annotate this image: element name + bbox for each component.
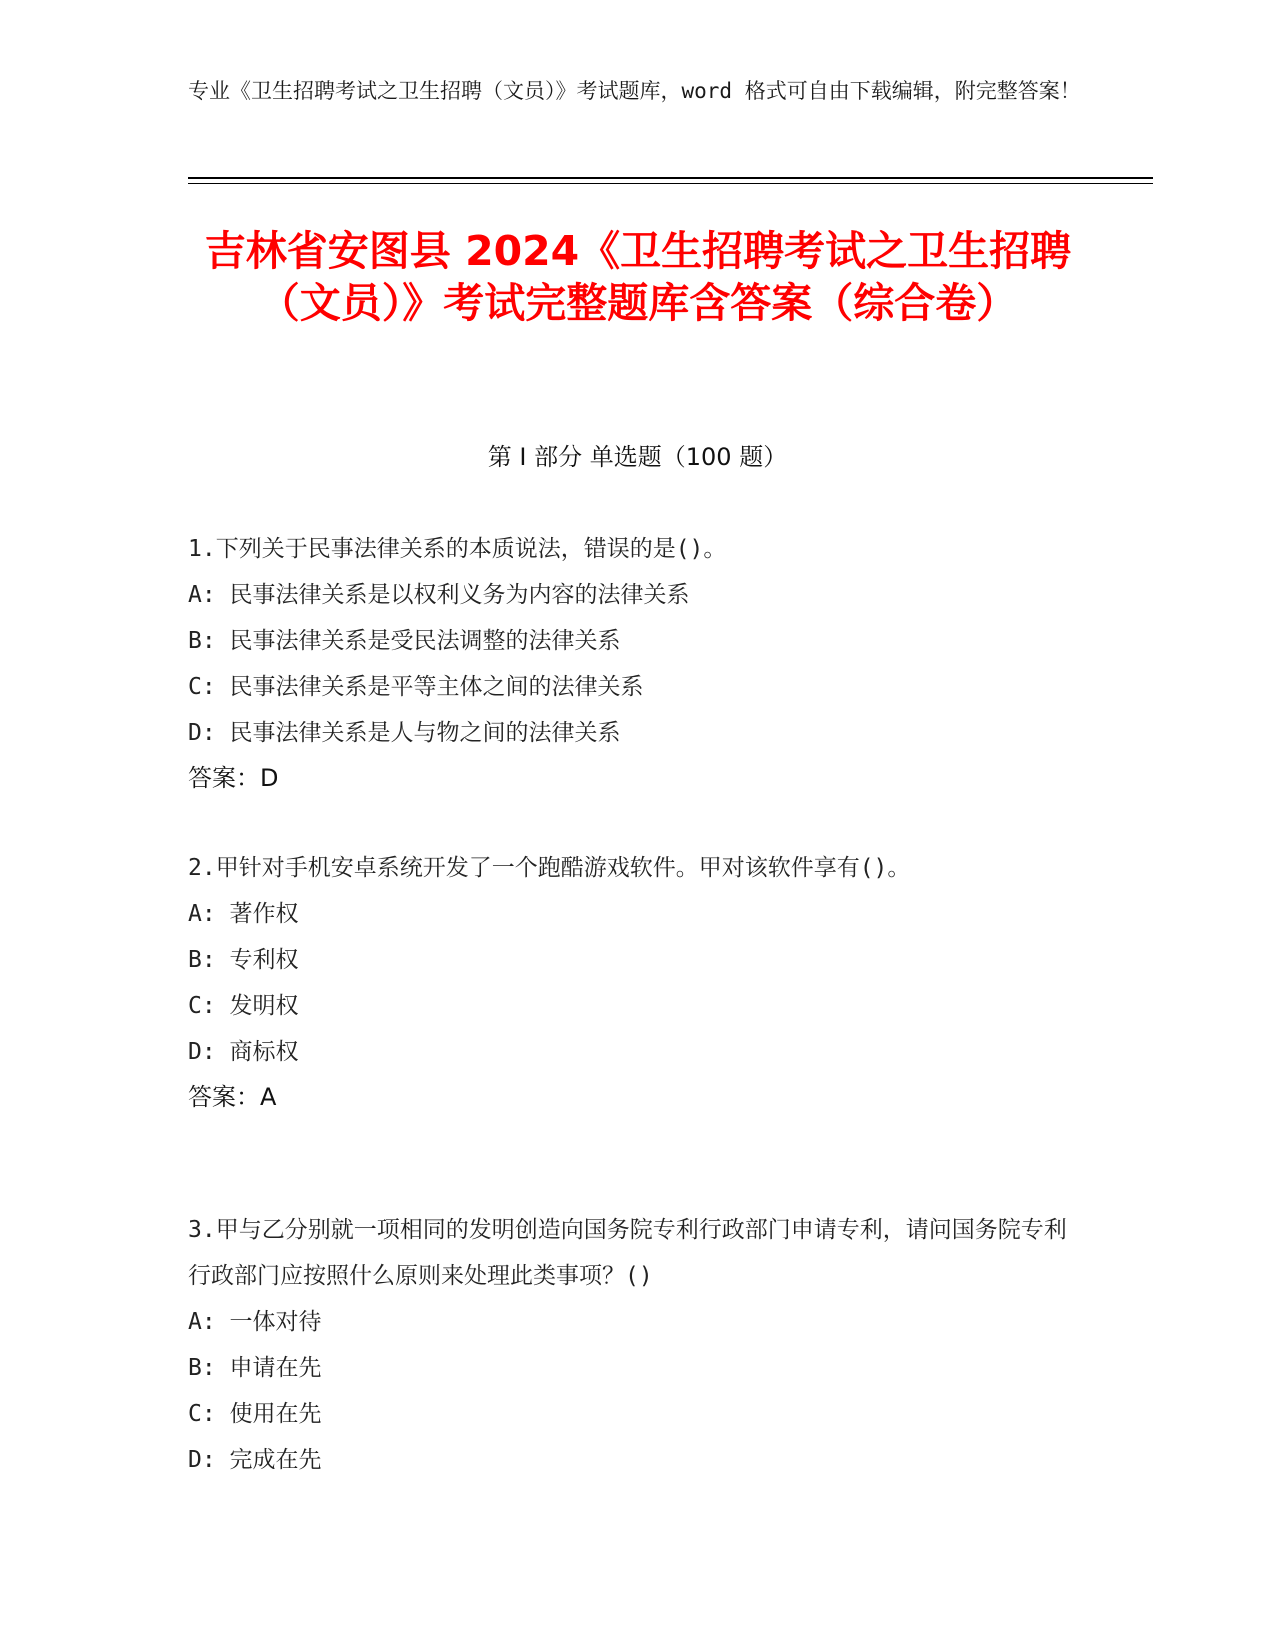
option-c: C: 使用在先: [188, 1401, 322, 1427]
option-d: D: 完成在先: [188, 1447, 322, 1473]
option-a: A: 民事法律关系是以权利义务为内容的法律关系: [188, 582, 690, 608]
answer-line: 答案：A: [188, 1083, 277, 1111]
option-a: A: 一体对待: [188, 1309, 322, 1335]
section-title: 第 I 部分 单选题（100 题）: [487, 443, 788, 471]
question-item: [188, 526, 1068, 800]
option-a: A: 著作权: [188, 901, 299, 927]
answer-line: 答案：D: [188, 764, 279, 792]
option-b: B: 申请在先: [188, 1355, 322, 1381]
option-c: C: 民事法律关系是平等主体之间的法律关系: [188, 674, 644, 700]
option-d: D: 商标权: [188, 1039, 299, 1065]
header-rule-thin: [188, 183, 1153, 184]
question-item: [188, 1207, 1068, 1483]
option-b: B: 专利权: [188, 947, 299, 973]
question-item: [188, 845, 1068, 1119]
question-stem: 1.下列关于民事法律关系的本质说法，错误的是()。: [188, 536, 727, 562]
question-stem: 3.甲与乙分别就一项相同的发明创造向国务院专利行政部门申请专利，请问国务院专利行政部门应按照什么原则来处理此类事项？(): [188, 1217, 1067, 1289]
option-c: C: 发明权: [188, 993, 299, 1019]
option-d: D: 民事法律关系是人与物之间的法律关系: [188, 720, 621, 746]
header-rule-thick: [188, 177, 1153, 179]
option-b: B: 民事法律关系是受民法调整的法律关系: [188, 628, 621, 654]
question-stem: 2.甲针对手机安卓系统开发了一个跑酷游戏软件。甲对该软件享有()。: [188, 855, 911, 881]
document-title: 吉林省安图县 2024《卫生招聘考试之卫生招聘（文员）》考试完整题库含答案（综合卷）: [204, 227, 1072, 327]
header-note: 专业《卫生招聘考试之卫生招聘（文员）》考试题库，word 格式可自由下载编辑，附完整答案！: [188, 79, 1081, 103]
